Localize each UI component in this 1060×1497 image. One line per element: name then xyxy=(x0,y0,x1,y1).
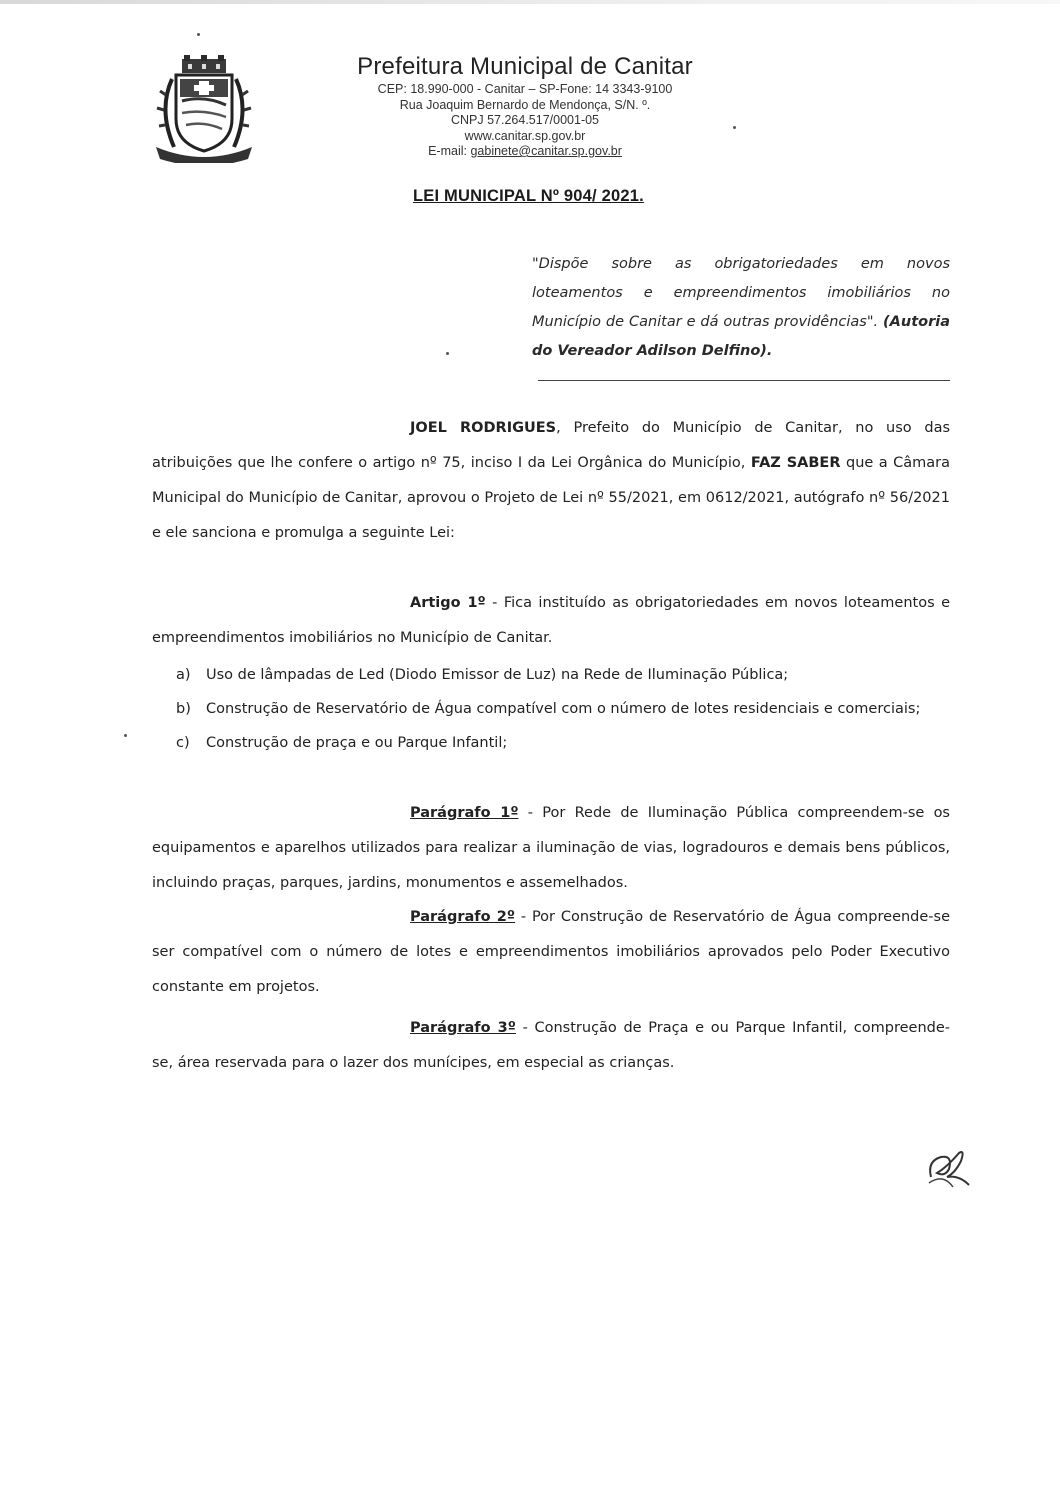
scan-speck xyxy=(733,126,736,129)
item-text: Uso de lâmpadas de Led (Diodo Emissor de Luz) na Rede de Iluminação Pública; xyxy=(206,667,789,683)
paragraph-3-text: - Construção de Praça e ou Parque Infantil, compreende-se, área reservada para o lazer dos munícipes, em especial as crianças. xyxy=(152,1020,950,1071)
paragraph-1-text: - Por Rede de Iluminação Pública compreendem-se os equipamentos e aparelhos utilizados para realizar a iluminação de vias, logradouros e demais bens públicos, incluindo praças, parques, jardins, monumentos e assemelhados. xyxy=(152,805,950,891)
preamble-paragraph xyxy=(152,411,950,551)
law-ementa xyxy=(532,250,950,366)
ementa-text: "Dispõe sobre as obrigatoriedades em novos loteamentos e empreendimentos imobiliários no Município de Canitar e dá outras providências". xyxy=(532,256,950,330)
email-line xyxy=(300,144,750,160)
paragraph-2-text: - Por Construção de Reservatório de Água compreende-se ser compatível com o número de lotes e empreendimentos imobiliários aprovados pelo Poder Executivo constante em projetos. xyxy=(152,909,951,995)
article-1-text: - Fica instituído as obrigatoriedades em novos loteamentos e empreendimentos imobiliários no Município de Canitar. xyxy=(152,595,950,646)
paragraph-1-label: Parágrafo 1º xyxy=(410,805,519,821)
mayor-name: JOEL RODRIGUES xyxy=(410,420,557,436)
list-item xyxy=(176,658,950,692)
scan-edge xyxy=(0,0,1060,4)
scan-speck xyxy=(124,734,127,737)
article-1-label: Artigo 1º xyxy=(410,595,486,611)
letterhead xyxy=(300,52,750,160)
list-item xyxy=(176,692,950,726)
item-letter: c) xyxy=(176,735,190,751)
paragraph-3-label: Parágrafo 3º xyxy=(410,1020,516,1036)
paragraph-2-label: Parágrafo 2º xyxy=(410,909,516,925)
paragraph-1 xyxy=(152,796,950,901)
item-letter: b) xyxy=(176,701,191,717)
paragraph-2 xyxy=(152,900,950,1005)
item-letter: a) xyxy=(176,667,191,683)
website-line: www.canitar.sp.gov.br xyxy=(464,128,586,143)
item-text: Construção de praça e ou Parque Infantil; xyxy=(206,735,508,751)
article-1-items xyxy=(176,658,950,760)
email-address: gabinete@canitar.sp.gov.br xyxy=(470,144,622,158)
faz-saber: FAZ SABER xyxy=(750,455,841,471)
address-line: Rua Joaquim Bernardo de Mendonça, S/N. º. xyxy=(399,97,651,112)
cnpj-line: CNPJ 57.264.517/0001-05 xyxy=(450,113,600,127)
law-title: LEI MUNICIPAL Nº 904/ 2021. xyxy=(413,187,644,205)
ementa-divider xyxy=(538,380,950,381)
preamble-text-2: que a Câmara Municipal do Município de Canitar, aprovou o Projeto de Lei nº 55/2021, em 0612/2021, autógrafo nº 56/2021 e ele sanciona e promulga a seguinte Lei: xyxy=(152,455,950,541)
preamble-text-1: , Prefeito do Município de Canitar, no uso das atribuições que lhe confere o artigo nº 75, inciso I da Lei Orgânica do Município, xyxy=(152,420,951,471)
list-item xyxy=(176,726,950,760)
cep-phone-line: CEP: 18.990-000 - Canitar – SP-Fone: 14 3343-9100 xyxy=(377,82,673,96)
municipality-title: Prefeitura Municipal de Canitar xyxy=(357,53,693,80)
paragraph-3 xyxy=(152,1011,950,1081)
email-label: E-mail: xyxy=(428,144,467,158)
item-text: Construção de Reservatório de Água compatível com o número de lotes residenciais e comerciais; xyxy=(206,701,921,717)
municipal-coat-of-arms-icon xyxy=(152,55,256,163)
scan-speck xyxy=(197,33,200,36)
ementa-author: (Autoria do Vereador Adilson Delfino). xyxy=(532,314,951,359)
article-1-paragraph xyxy=(152,586,950,656)
scan-speck xyxy=(446,352,449,355)
initials-signature-icon xyxy=(925,1147,975,1191)
